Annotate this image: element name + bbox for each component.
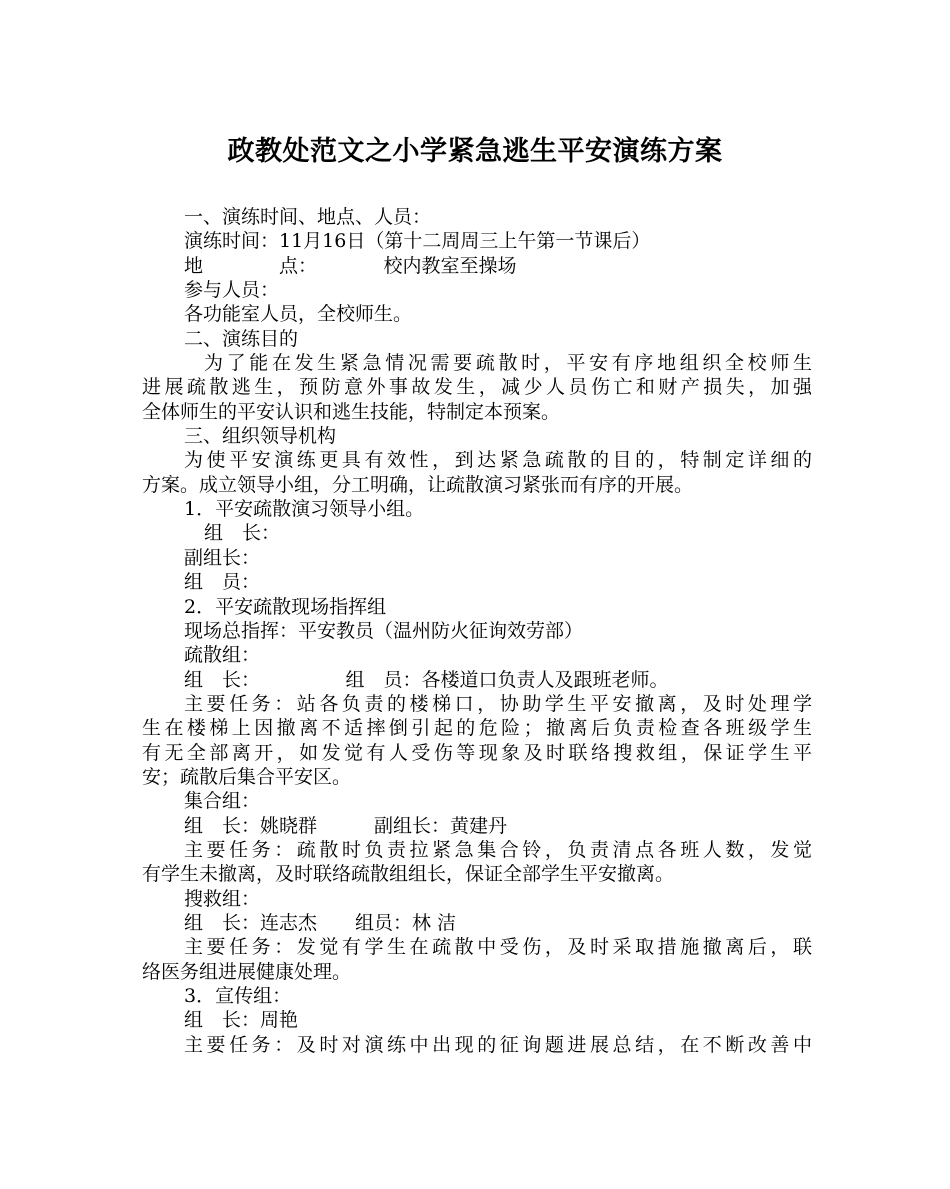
paragraph-line: 组 长：姚晓群 副组长：黄建丹 (184, 814, 508, 837)
paragraph-line: 主要任务：及时对演练中出现的征询题进展总结，在不断改善中 (184, 1033, 812, 1056)
paragraph-line: 副组长： (184, 546, 261, 569)
paragraph-line: 地 点： 校内教室至操场 (184, 254, 517, 277)
section-heading: 二、演练目的 (184, 327, 299, 350)
paragraph-line: 各功能室人员，全校师生。 (184, 303, 413, 326)
paragraph-line: 络医务组进展健康处理。 (142, 960, 352, 983)
paragraph-line: 参与人员： (184, 279, 280, 302)
paragraph-line: 主要任务：站各负责的楼梯口，协助学生平安撤离，及时处理学 (184, 692, 812, 715)
subsection-heading: 3．宣传组： (184, 985, 292, 1007)
subsection-heading: 2．平安疏散现场指挥组 (184, 595, 387, 618)
document-body (142, 205, 812, 1057)
paragraph-line: 生在楼梯上因撤离不适摔倒引起的危险；撤离后负责检查各班级学生 (142, 717, 812, 740)
paragraph-line: 组 长： (204, 522, 281, 545)
paragraph-line: 有无全部离开，如发觉有人受伤等现象及时联络搜救组，保证学生平 (142, 741, 812, 764)
paragraph-line: 搜救组： (184, 887, 261, 910)
section-heading: 一、演练时间、地点、人员： (184, 206, 432, 228)
paragraph-line: 进展疏散逃生，预防意外事故发生，减少人员伤亡和财产损失，加强 (142, 376, 812, 399)
paragraph-line: 现场总指挥：平安教员（温州防火征询效劳部） (184, 619, 584, 642)
paragraph-line: 主要任务：疏散时负责拉紧急集合铃，负责清点各班人数，发觉 (184, 838, 812, 861)
paragraph-line: 全体师生的平安认识和逃生技能，特制定本预案。 (142, 400, 561, 423)
document-title: 政教处范文之小学紧急逃生平安演练方案 (227, 136, 723, 167)
paragraph-line: 为了能在发生紧急情况需要疏散时，平安有序地组织全校师生 (204, 352, 812, 375)
paragraph-line: 组 长：连志杰 组员：林 洁 (184, 911, 457, 934)
paragraph-line: 方案。成立领导小组，分工明确，让疏散演习紧张而有序的开展。 (142, 473, 694, 496)
paragraph-line: 集合组： (184, 790, 261, 813)
paragraph-line: 演练时间：11月16日（第十二周周三上午第一节课后） (184, 230, 651, 253)
paragraph-line: 组 长： 组 员：各楼道口负责人及跟班老师。 (184, 668, 669, 691)
paragraph-line: 组 员： (184, 571, 261, 594)
paragraph-line: 为使平安演练更具有效性，到达紧急疏散的目的，特制定详细的 (184, 449, 812, 472)
subsection-heading: 1．平安疏散演习领导小组。 (184, 498, 425, 521)
paragraph-line: 主要任务：发觉有学生在疏散中受伤，及时采取措施撤离后，联 (184, 936, 812, 959)
paragraph-line: 安；疏散后集合平安区。 (142, 765, 352, 788)
paragraph-line: 组 长：周艳 (184, 1009, 299, 1032)
section-heading: 三、组织领导机构 (184, 425, 337, 448)
paragraph-line: 疏散组： (184, 644, 261, 667)
paragraph-line: 有学生未撤离，及时联络疏散组组长，保证全部学生平安撤离。 (142, 863, 675, 886)
